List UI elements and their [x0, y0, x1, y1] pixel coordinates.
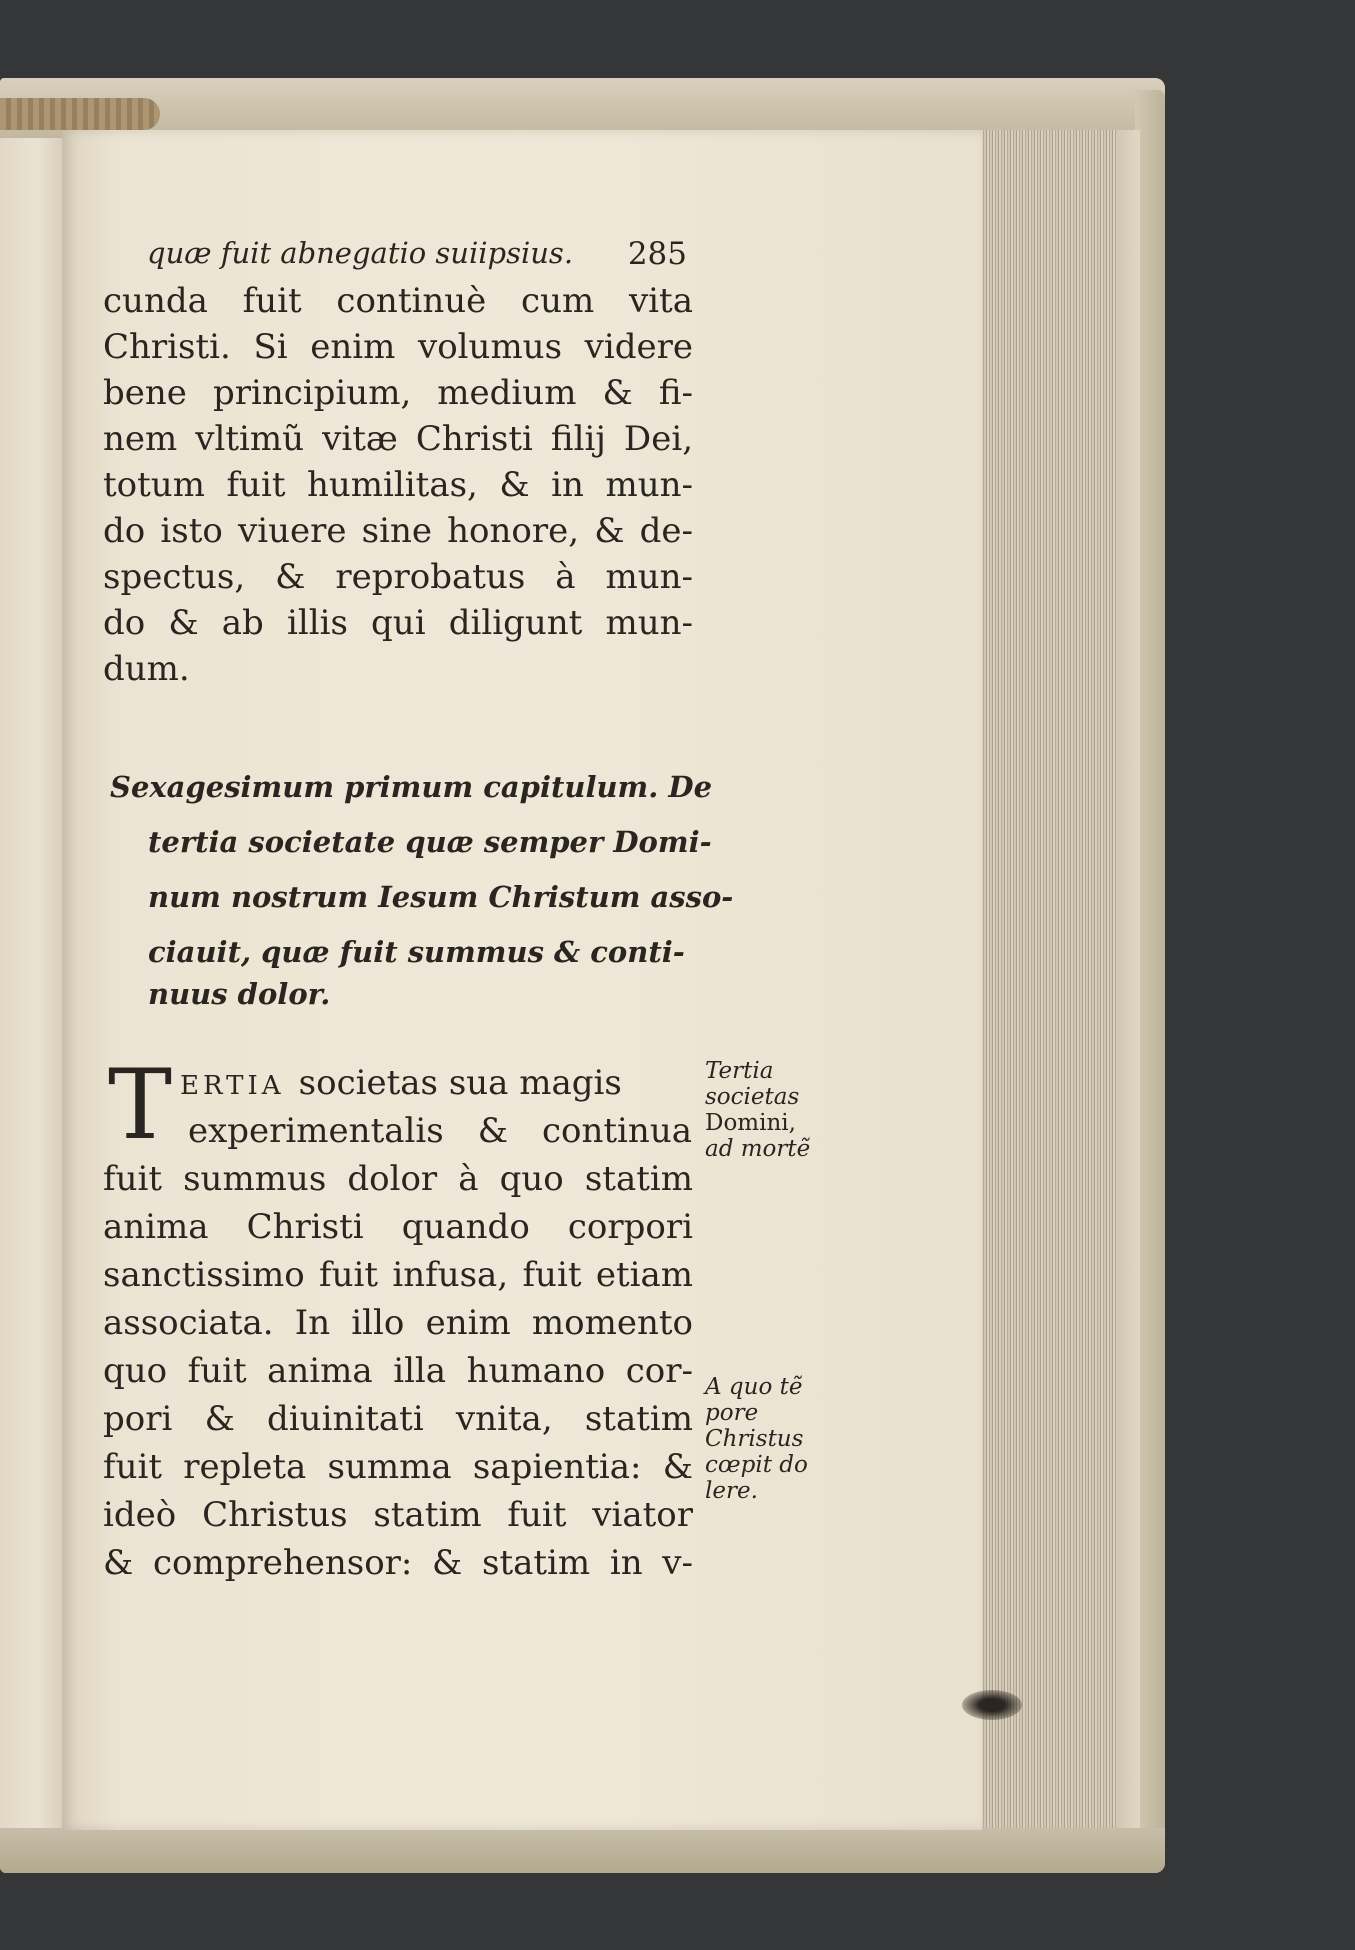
heading-line: nuus dolor. [148, 977, 331, 1011]
text-line: fuit repleta summa sapientia: & [103, 1447, 693, 1487]
text-line: spectus, & reprobatus à mun- [103, 557, 693, 597]
margin-note-line: ad mortẽ [705, 1136, 811, 1162]
first-line [180, 1063, 622, 1103]
binding-cord [0, 98, 160, 130]
book-bottom-edge [0, 1828, 1165, 1873]
text-line: experimentalis & continua [188, 1111, 692, 1151]
running-title: quæ fuit abnegatio suiipsius. [147, 236, 574, 270]
text-line: totum fuit humilitas, & in mun- [103, 465, 693, 505]
text-line: ideò Christus statim fuit viator [103, 1495, 693, 1535]
ink-stain [962, 1690, 1022, 1720]
margin-note-line: pore [705, 1400, 759, 1426]
heading-line: tertia societate quæ semper Domi- [148, 825, 712, 859]
left-page-sliver [0, 138, 64, 1828]
page-block-edges [978, 130, 1116, 1830]
text-line: cunda fuit continuè cum vita [103, 281, 693, 321]
heading-line: Sexagesimum primum capitulum. De [110, 770, 713, 804]
margin-note-line: Christus [705, 1426, 804, 1452]
margin-note-line: lere. [705, 1478, 758, 1504]
page-number: 285 [627, 236, 687, 272]
first-line-rest: societas sua magis [298, 1063, 622, 1103]
text-line: do & ab illis qui diligunt mun- [103, 603, 693, 643]
book-top-edge [0, 78, 1165, 138]
text-line: associata. In illo enim momento [103, 1303, 693, 1343]
running-header [147, 236, 687, 276]
text-line: bene principium, medium & fi- [103, 373, 693, 413]
margin-note-tertia [705, 1058, 810, 1162]
margin-note-line: societas [705, 1084, 800, 1110]
text-line: & comprehensor: & statim in v- [103, 1543, 693, 1583]
text-line: fuit summus dolor à quo statim [103, 1159, 693, 1199]
heading-line: num nostrum Iesum Christum asso- [148, 880, 734, 914]
heading-line: ciauit, quæ fuit summus & conti- [148, 935, 685, 969]
text-line: dum. [103, 649, 190, 689]
text-line: quo fuit anima illa humano cor- [103, 1351, 693, 1391]
margin-note-a-quo [705, 1374, 808, 1504]
drop-cap: T [108, 1049, 173, 1161]
margin-note-line: Domini, [705, 1110, 796, 1136]
text-line: pori & diuinitati vnita, statim [103, 1399, 693, 1439]
text-line: Christi. Si enim volumus videre [103, 327, 693, 367]
text-line: anima Christi quando corpori [103, 1207, 693, 1247]
text-line: do isto viuere sine honore, & de- [103, 511, 693, 551]
margin-note-line: cœpit do [705, 1452, 808, 1478]
opening-word: ERTIA [180, 1071, 285, 1101]
text-line: sanctissimo fuit infusa, fuit etiam [103, 1255, 693, 1295]
text-line: nem vltimũ vitæ Christi filij Dei, [103, 419, 693, 459]
margin-note-line: A quo tẽ [705, 1374, 803, 1400]
margin-note-line: Tertia [705, 1058, 774, 1084]
